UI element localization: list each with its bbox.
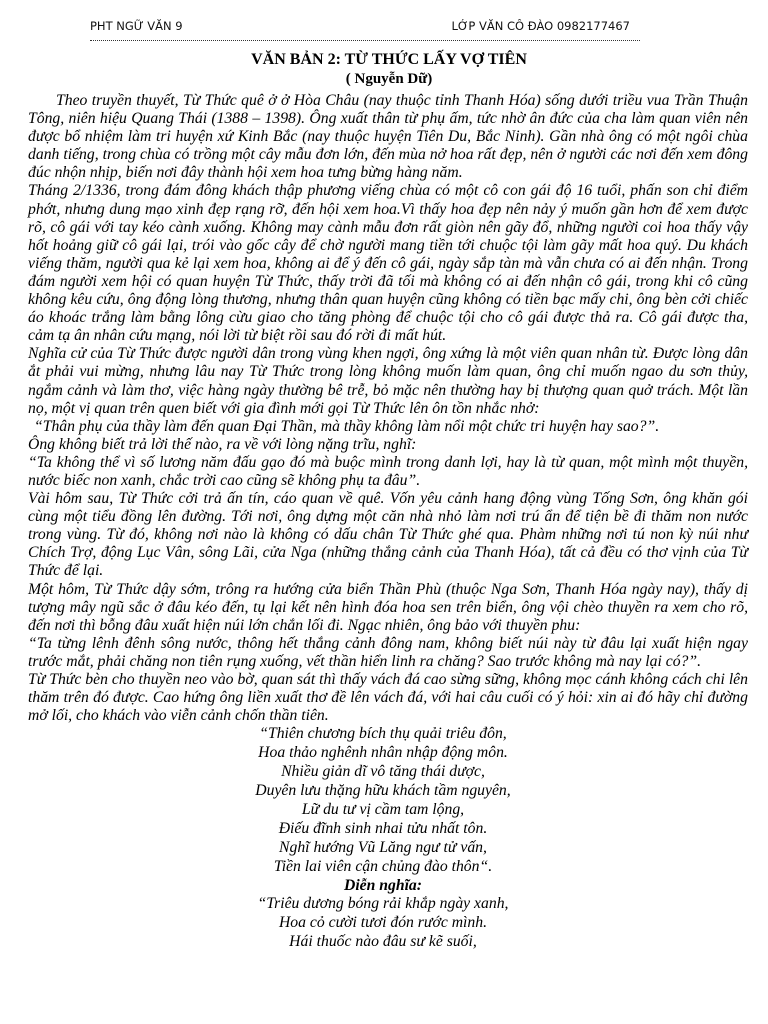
poem-line: Duyên lưu thặng hữu khách tầm nguyên, [255, 781, 511, 799]
translation [28, 895, 748, 952]
quote: “Ta từng lênh đênh sông nước, thông hết thắng cảnh đông nam, không biết núi này từ đâu lại xuất hiện ngay trước mắt, phải chăng non tiên rụng xuống, vết thần hiển linh ra chăng? Sao trước không mà nay lại có?”. [28, 634, 748, 670]
poem-line: Hoa thảo nghênh nhân nhập động môn. [258, 744, 508, 762]
translation-line: “Triêu dương bóng rải khắp ngày xanh, [257, 895, 509, 913]
author-line: ( Nguyễn Dữ) [345, 71, 433, 87]
poem-line: Lữ du tư vị cầm tam lộng, [301, 800, 465, 818]
document-body [28, 92, 748, 952]
poem [28, 725, 748, 876]
translation-line: Hoa cỏ cười tươi đón rước mình. [278, 914, 488, 932]
header-right: LỚP VĂN CÔ ĐÀO 0982177467 [451, 19, 630, 33]
paragraph: Từ Thức bèn cho thuyền neo vào bờ, quan sát thì thấy vách đá cao sừng sững, không mọc cánh không cách chi lên thăm trên đó được. Cao hứng ông liền xuất thơ đề lên vách đá, với hai câu cuối có ý hỏi: xin ai đó hãy chỉ đường mở lối, cho khách vào viễn cảnh chốn thần tiên. [28, 671, 748, 725]
paragraph: Vài hôm sau, Từ Thức cởi trả ấn tín, cáo quan về quê. Vốn yêu cảnh hang động vùng Tống Sơn, ông khăn gói cùng một tiểu đồng lên đường. Tới nơi, ông dựng một căn nhà nhỏ làm nơi trú ẩn để tiện bề đi thăm non nước trong vùng. Từ đó, không nơi nào là không có dấu chân Từ Thức ghé qua. Phàm những nơi tú non kỳ núi như Chích Trợ, động Lục Vân, sông Lãi, cửa Nga (những thắng cảnh của Thanh Hóa), tất cả đều có thơ vịnh của Từ Thức để lại. [28, 490, 748, 580]
translation-line: Hái thuốc nào đâu sư kẽ suối, [289, 933, 477, 951]
paragraph: Một hôm, Từ Thức dậy sớm, trông ra hướng cửa biển Thần Phù (thuộc Nga Sơn, Thanh Hóa ngày nay), thấy dị tượng mây ngũ sắc ở đâu kéo đến, tụ lại kết nên hình đóa hoa sen trên biển, ông vội chèo thuyền ra xem cho rõ, đến nơi thì bỗng đâu xuất hiện núi lớn chắn lối đi. Ngạc nhiên, ông bảo với thuyền phu: [28, 580, 748, 634]
poem-line: Tiền lai viên cận chủng đào thôn“. [273, 857, 493, 875]
translation-heading: Diễn nghĩa: [343, 877, 423, 895]
poem-line: Điếu đĩnh sinh nhai tửu nhất tôn. [278, 819, 488, 837]
paragraph: Ông không biết trả lời thế nào, ra về với lòng nặng trĩu, nghĩ: [28, 435, 417, 453]
document-title: VĂN BẢN 2: TỪ THỨC LẤY VỢ TIÊN [251, 51, 527, 68]
quote: “Thân phụ của thầy làm đến quan Đại Thần, mà thầy không làm nổi một chức tri huyện hay sao?”. [34, 417, 660, 435]
poem-line: “Thiên chương bích thụ quải triêu đôn, [259, 725, 507, 743]
poem-line: Nghĩ hướng Vũ Lăng ngư tử vấn, [279, 838, 487, 856]
quote: “Ta không thể vì số lương năm đấu gạo đó mà buộc mình trong danh lợi, hay là từ quan, một mình một thuyền, nước biếc non xanh, chắc trời cao cũng sẽ không phụ ta đâu”. [28, 453, 748, 489]
header-left: PHT NGỮ VĂN 9 [90, 19, 183, 33]
header-divider [90, 40, 640, 41]
poem-line: Nhiều giản dĩ vô tăng thái dược, [281, 763, 485, 781]
paragraph: Nghĩa cử của Từ Thức được người dân trong vùng khen ngợi, ông xứng là một viên quan nhân từ. Được lòng dân ắt phải vui mừng, nhưng lâu nay Từ Thức trong lòng không muốn làm quan, ông chỉ muốn ngao du sơn thủy, ngắm cảnh và làm thơ, việc hàng ngày thường bê trễ, bỏ mặc nên thường hay bị thượng quan quở trách. Một lần nọ, một vị quan trên quen biết với gia đình mới gọi Từ Thức lên ôn tồn nhắc nhở: [28, 345, 748, 417]
paragraph: Tháng 2/1336, trong đám đông khách thập phương viếng chùa có một cô con gái độ 16 tuổi, phấn son chỉ điểm phớt, nhưng dung mạo xinh đẹp rạng rỡ, đến hội xem hoa.Vì thấy hoa đẹp nên nảy ý muốn gần hơn để xem được rõ, cô gái với tay kéo cành xuống. Không may cành mẫu đơn rất giòn nên gãy đổ, những người coi hoa thấy vậy hốt hoảng giữ cô gái lại, trói vào gốc cây để chờ người mang tiền tới chuộc tội làm gãy mất hoa quý. Du khách viếng thăm, người qua kẻ lại xem hoa, không ai để ý đến cô gái, ngày sắp tàn mà vẫn chưa có ai đến nhận. Trong đám người xem hội có quan huyện Từ Thức, thấy trời đã tối mà không có ai đến nhận cô gái, trong khi cô cũng không kêu cứu, ông động lòng thương, nhưng thân quan huyện cũng không có tiền bạc mấy chi, ông bèn cởi chiếc áo khoác trắng làm bằng lông cừu giao cho tăng phòng để chuộc tội cho cô gái được thả ra. Cô gái được tha, cảm tạ ân nhân cứu mạng, nói lời từ biệt rồi sau đó rời đi mất hút. [28, 182, 748, 345]
paragraph: Theo truyền thuyết, Từ Thức quê ở ở Hòa Châu (nay thuộc tỉnh Thanh Hóa) sống dưới triều vua Trần Thuận Tông, niên hiệu Quang Thái (1388 – 1398). Ông xuất thân từ phụ ấm, tức nhờ ân đức của cha làm quan viên nên được bổ nhiệm làm tri huyện xứ Kinh Bắc (nay thuộc huyện Tiên Du, Bắc Ninh). Gần nhà ông có một ngôi chùa danh tiếng, trong chùa có trồng một cây mẫu đơn lớn, đến mùa nở hoa rất đẹp, nên ở người các nơi đến xem đông đúc nhộn nhịp, biến nơi đây thành hội xem hoa tưng bừng hàng năm. [28, 92, 748, 182]
